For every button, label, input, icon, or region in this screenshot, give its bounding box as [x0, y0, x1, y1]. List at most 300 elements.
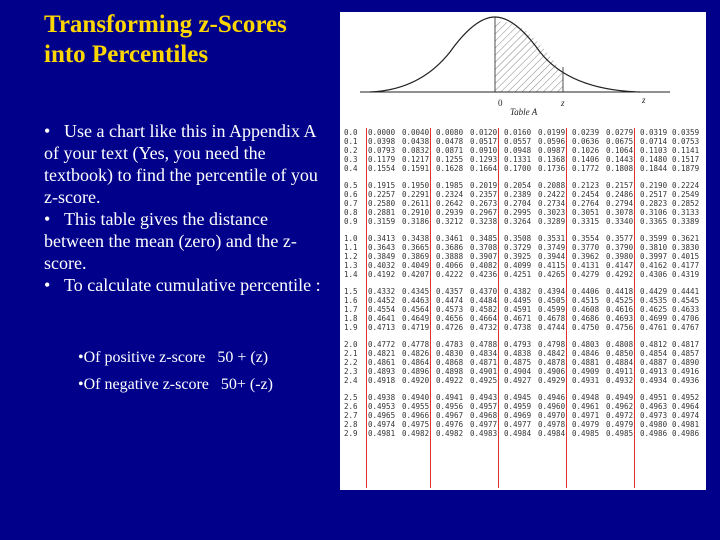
table-cell: 0.2190	[640, 181, 668, 190]
table-cell: 0.3186	[402, 217, 430, 226]
table-cell: 0.4890	[672, 358, 700, 367]
table-cell: 0.4319	[672, 270, 700, 279]
table-cell: 0.4783	[436, 340, 464, 349]
table-cell: 0.4955	[402, 402, 430, 411]
slide-title: Transforming z-Scores into Percentiles	[44, 11, 287, 68]
table-cell: 0.4798	[538, 340, 566, 349]
table-cell: 0.4893	[368, 367, 396, 376]
table-cell: 0.4949	[606, 393, 634, 402]
table-cell: 0.3686	[436, 243, 464, 252]
table-cell: 0.3264	[504, 217, 532, 226]
table-cell: 0.0279	[606, 128, 634, 137]
row-z-value: 2.4	[344, 376, 358, 385]
table-cell: 0.4535	[640, 296, 668, 305]
table-cell: 0.4920	[402, 376, 430, 385]
row-z-value: 2.6	[344, 402, 358, 411]
table-cell: 0.1179	[368, 155, 396, 164]
table-cell: 0.4821	[368, 349, 396, 358]
table-cell: 0.4177	[672, 261, 700, 270]
table-cell: 0.3212	[436, 217, 464, 226]
table-cell: 0.3790	[606, 243, 634, 252]
table-cell: 0.3289	[538, 217, 566, 226]
table-cell: 0.1700	[504, 164, 532, 173]
table-cell: 0.0832	[402, 146, 430, 155]
bullet-item: • To calculate cumulative percentile :	[44, 275, 321, 295]
table-cell: 0.4977	[504, 420, 532, 429]
table-cell: 0.4951	[640, 393, 668, 402]
sub-bullet-positive: •Of positive z-score 50 + (z)	[78, 349, 269, 366]
table-cell: 0.4922	[436, 376, 464, 385]
table-cell: 0.3729	[504, 243, 532, 252]
table-cell: 0.4963	[640, 402, 668, 411]
table-cell: 0.2389	[504, 190, 532, 199]
table-cell: 0.2054	[504, 181, 532, 190]
table-cell: 0.4952	[672, 393, 700, 402]
table-cell: 0.3907	[470, 252, 498, 261]
table-cell: 0.4953	[368, 402, 396, 411]
table-cell: 0.0398	[368, 137, 396, 146]
table-cell: 0.0675	[606, 137, 634, 146]
table-cell: 0.4207	[402, 270, 430, 279]
table-cell: 0.3749	[538, 243, 566, 252]
table-cell: 0.2291	[402, 190, 430, 199]
table-cell: 0.3238	[470, 217, 498, 226]
table-cell: 0.3340	[606, 217, 634, 226]
table-cell: 0.4981	[672, 420, 700, 429]
table-cell: 0.4913	[640, 367, 668, 376]
table-cell: 0.4719	[402, 323, 430, 332]
table-cell: 0.4418	[606, 287, 634, 296]
table-cell: 0.2611	[402, 199, 430, 208]
table-rule	[498, 128, 499, 488]
table-cell: 0.4985	[572, 429, 600, 438]
table-cell: 0.4382	[504, 287, 532, 296]
table-cell: 0.4925	[470, 376, 498, 385]
table-cell: 0.1331	[504, 155, 532, 164]
table-cell: 0.4761	[640, 323, 668, 332]
axis-label-z: z	[561, 98, 565, 108]
table-cell: 0.4162	[640, 261, 668, 270]
table-cell: 0.2939	[436, 208, 464, 217]
sub-bullet-formula: 50 + (z)	[217, 349, 269, 366]
table-cell: 0.3869	[402, 252, 430, 261]
table-cell: 0.4946	[538, 393, 566, 402]
table-cell: 0.3389	[672, 217, 700, 226]
table-cell: 0.4904	[504, 367, 532, 376]
table-cell: 0.4664	[470, 314, 498, 323]
table-cell: 0.1517	[672, 155, 700, 164]
table-cell: 0.4975	[402, 420, 430, 429]
table-cell: 0.2995	[504, 208, 532, 217]
table-cell: 0.0596	[538, 137, 566, 146]
table-cell: 0.1591	[402, 164, 430, 173]
table-rule	[430, 128, 431, 488]
table-cell: 0.4960	[538, 402, 566, 411]
row-z-value: 0.2	[344, 146, 358, 155]
bullet-text: Use a chart like this in Appendix A of your text (Yes, you need the textbook) to find the percentile of you z-score.	[44, 121, 318, 207]
table-cell: 0.4887	[640, 358, 668, 367]
table-cell: 0.0199	[538, 128, 566, 137]
table-cell: 0.4732	[470, 323, 498, 332]
table-cell: 0.4842	[538, 349, 566, 358]
table-cell: 0.3531	[538, 234, 566, 243]
table-cell: 0.4973	[640, 411, 668, 420]
table-cell: 0.2580	[368, 199, 396, 208]
table-cell: 0.4981	[368, 429, 396, 438]
table-cell: 0.4945	[504, 393, 532, 402]
table-cell: 0.4265	[538, 270, 566, 279]
table-cell: 0.4345	[402, 287, 430, 296]
table-cell: 0.4966	[402, 411, 430, 420]
table-cell: 0.2673	[470, 199, 498, 208]
table-cell: 0.4441	[672, 287, 700, 296]
table-cell: 0.1217	[402, 155, 430, 164]
table-cell: 0.2764	[572, 199, 600, 208]
table-cell: 0.4884	[606, 358, 634, 367]
table-cell: 0.2324	[436, 190, 464, 199]
table-cell: 0.4911	[606, 367, 634, 376]
table-cell: 0.4066	[436, 261, 464, 270]
table-cell: 0.4868	[436, 358, 464, 367]
table-cell: 0.0987	[538, 146, 566, 155]
table-cell: 0.4706	[672, 314, 700, 323]
table-cell: 0.4744	[538, 323, 566, 332]
table-cell: 0.4965	[368, 411, 396, 420]
table-cell: 0.0557	[504, 137, 532, 146]
table-cell: 0.4916	[672, 367, 700, 376]
table-cell: 0.0871	[436, 146, 464, 155]
table-cell: 0.4932	[606, 376, 634, 385]
bullet-item: • This table gives the distance between the mean (zero) and the z-score.	[44, 209, 297, 273]
table-cell: 0.1255	[436, 155, 464, 164]
table-cell: 0.4394	[538, 287, 566, 296]
table-cell: 0.4608	[572, 305, 600, 314]
table-cell: 0.2794	[606, 199, 634, 208]
table-cell: 0.2257	[368, 190, 396, 199]
table-cell: 0.0753	[672, 137, 700, 146]
row-z-value: 0.3	[344, 155, 358, 164]
table-cell: 0.4871	[470, 358, 498, 367]
table-cell: 0.4591	[504, 305, 532, 314]
row-z-value: 2.7	[344, 411, 358, 420]
table-cell: 0.3485	[470, 234, 498, 243]
table-cell: 0.1064	[606, 146, 634, 155]
table-cell: 0.0636	[572, 137, 600, 146]
axis-label-zero: 0	[498, 98, 503, 108]
table-cell: 0.4940	[402, 393, 430, 402]
table-cell: 0.4812	[640, 340, 668, 349]
table-cell: 0.4649	[402, 314, 430, 323]
table-cell: 0.4564	[402, 305, 430, 314]
table-cell: 0.4962	[606, 402, 634, 411]
table-cell: 0.4982	[436, 429, 464, 438]
table-cell: 0.4906	[538, 367, 566, 376]
table-cell: 0.3051	[572, 208, 600, 217]
table-cell: 0.4850	[606, 349, 634, 358]
table-cell: 0.4463	[402, 296, 430, 305]
table-cell: 0.0517	[470, 137, 498, 146]
table-cell: 0.3413	[368, 234, 396, 243]
table-cell: 0.1844	[640, 164, 668, 173]
table-cell: 0.2224	[672, 181, 700, 190]
table-cell: 0.4778	[402, 340, 430, 349]
table-cell: 0.4726	[436, 323, 464, 332]
table-cell: 0.2734	[538, 199, 566, 208]
table-cell: 0.3554	[572, 234, 600, 243]
table-cell: 0.4788	[470, 340, 498, 349]
table-cell: 0.4306	[640, 270, 668, 279]
table-cell: 0.1985	[436, 181, 464, 190]
table-cell: 0.2910	[402, 208, 430, 217]
table-cell: 0.4974	[672, 411, 700, 420]
table-rule	[366, 128, 367, 488]
z-table-image	[340, 12, 706, 490]
table-cell: 0.4967	[436, 411, 464, 420]
table-rule	[634, 128, 635, 488]
table-cell: 0.4671	[504, 314, 532, 323]
sub-bullet-label: Of negative z-score	[83, 376, 209, 393]
table-cell: 0.0714	[640, 137, 668, 146]
table-cell: 0.4976	[436, 420, 464, 429]
table-cell: 0.4599	[538, 305, 566, 314]
row-z-value: 1.7	[344, 305, 358, 314]
table-cell: 0.1915	[368, 181, 396, 190]
table-cell: 0.4974	[368, 420, 396, 429]
table-cell: 0.4909	[572, 367, 600, 376]
table-cell: 0.4772	[368, 340, 396, 349]
table-cell: 0.4756	[606, 323, 634, 332]
table-cell: 0.4793	[504, 340, 532, 349]
bullet-item: • Use a chart like this in Appendix A of your text (Yes, you need the textbook) to find the percentile of you z-score.	[44, 121, 318, 207]
row-z-value: 2.8	[344, 420, 358, 429]
table-cell: 0.4881	[572, 358, 600, 367]
table-cell: 0.3980	[606, 252, 634, 261]
row-z-value: 2.2	[344, 358, 358, 367]
table-cell: 0.4713	[368, 323, 396, 332]
table-cell: 0.3078	[606, 208, 634, 217]
table-cell: 0.4968	[470, 411, 498, 420]
row-z-value: 1.3	[344, 261, 358, 270]
table-cell: 0.0948	[504, 146, 532, 155]
table-cell: 0.3810	[640, 243, 668, 252]
table-cell: 0.4115	[538, 261, 566, 270]
table-cell: 0.4929	[538, 376, 566, 385]
row-z-value: 0.9	[344, 217, 358, 226]
table-cell: 0.0910	[470, 146, 498, 155]
table-cell: 0.4972	[606, 411, 634, 420]
sub-bullet-negative: •Of negative z-score 50+ (-z)	[78, 376, 273, 393]
table-cell: 0.4983	[470, 429, 498, 438]
table-cell: 0.4236	[470, 270, 498, 279]
table-cell: 0.4918	[368, 376, 396, 385]
row-z-value: 2.9	[344, 429, 358, 438]
table-cell: 0.4826	[402, 349, 430, 358]
row-z-value: 1.2	[344, 252, 358, 261]
table-cell: 0.2486	[606, 190, 634, 199]
table-cell: 0.2357	[470, 190, 498, 199]
table-cell: 0.4082	[470, 261, 498, 270]
table-cell: 0.4861	[368, 358, 396, 367]
table-cell: 0.4978	[538, 420, 566, 429]
table-cell: 0.4222	[436, 270, 464, 279]
table-cell: 0.0239	[572, 128, 600, 137]
table-cell: 0.3643	[368, 243, 396, 252]
table-cell: 0.1293	[470, 155, 498, 164]
table-cell: 0.4964	[672, 402, 700, 411]
table-cell: 0.4959	[504, 402, 532, 411]
table-cell: 0.4049	[402, 261, 430, 270]
table-cell: 0.3159	[368, 217, 396, 226]
row-z-value: 0.8	[344, 208, 358, 217]
table-caption: Table A	[510, 107, 538, 117]
table-cell: 0.3315	[572, 217, 600, 226]
row-z-value: 1.9	[344, 323, 358, 332]
table-cell: 0.4931	[572, 376, 600, 385]
table-cell: 0.0438	[402, 137, 430, 146]
table-cell: 0.4986	[640, 429, 668, 438]
table-cell: 0.4834	[470, 349, 498, 358]
table-cell: 0.3133	[672, 208, 700, 217]
table-cell: 0.4515	[572, 296, 600, 305]
table-cell: 0.4984	[504, 429, 532, 438]
table-cell: 0.4332	[368, 287, 396, 296]
table-cell: 0.2642	[436, 199, 464, 208]
row-z-value: 0.0	[344, 128, 358, 137]
table-cell: 0.4656	[436, 314, 464, 323]
table-cell: 0.3508	[504, 234, 532, 243]
row-z-value: 2.5	[344, 393, 358, 402]
table-cell: 0.1772	[572, 164, 600, 173]
sub-bullet-label: Of positive z-score	[83, 349, 206, 366]
table-cell: 0.3849	[368, 252, 396, 261]
row-z-value: 2.3	[344, 367, 358, 376]
table-cell: 0.4896	[402, 367, 430, 376]
table-cell: 0.4878	[538, 358, 566, 367]
table-cell: 0.4279	[572, 270, 600, 279]
table-cell: 0.4985	[606, 429, 634, 438]
table-cell: 0.3944	[538, 252, 566, 261]
table-cell: 0.4986	[672, 429, 700, 438]
table-cell: 0.4554	[368, 305, 396, 314]
table-cell: 0.4934	[640, 376, 668, 385]
table-cell: 0.1026	[572, 146, 600, 155]
table-cell: 0.3708	[470, 243, 498, 252]
table-rule	[566, 128, 567, 488]
table-cell: 0.4474	[436, 296, 464, 305]
table-cell: 0.0359	[672, 128, 700, 137]
table-cell: 0.1808	[606, 164, 634, 173]
table-cell: 0.4750	[572, 323, 600, 332]
table-cell: 0.2157	[606, 181, 634, 190]
table-cell: 0.3621	[672, 234, 700, 243]
table-cell: 0.3665	[402, 243, 430, 252]
table-cell: 0.4452	[368, 296, 396, 305]
table-cell: 0.4099	[504, 261, 532, 270]
table-cell: 0.4817	[672, 340, 700, 349]
table-cell: 0.4956	[436, 402, 464, 411]
table-cell: 0.0040	[402, 128, 430, 137]
table-cell: 0.4633	[672, 305, 700, 314]
table-cell: 0.4901	[470, 367, 498, 376]
table-cell: 0.4616	[606, 305, 634, 314]
table-cell: 0.0160	[504, 128, 532, 137]
table-cell: 0.4979	[606, 420, 634, 429]
table-cell: 0.2823	[640, 199, 668, 208]
table-cell: 0.4938	[368, 393, 396, 402]
table-cell: 0.0478	[436, 137, 464, 146]
table-cell: 0.1628	[436, 164, 464, 173]
table-cell: 0.3461	[436, 234, 464, 243]
table-cell: 0.4875	[504, 358, 532, 367]
table-cell: 0.3365	[640, 217, 668, 226]
row-z-value: 0.4	[344, 164, 358, 173]
bullet-text: To calculate cumulative percentile :	[64, 275, 321, 295]
axis-label-z-end: z	[642, 95, 646, 105]
table-cell: 0.4854	[640, 349, 668, 358]
table-cell: 0.4970	[538, 411, 566, 420]
table-cell: 0.4830	[436, 349, 464, 358]
table-cell: 0.4982	[402, 429, 430, 438]
row-z-value: 2.0	[344, 340, 358, 349]
row-z-value: 0.6	[344, 190, 358, 199]
row-z-value: 0.1	[344, 137, 358, 146]
table-cell: 0.3023	[538, 208, 566, 217]
table-cell: 0.4898	[436, 367, 464, 376]
row-z-value: 1.5	[344, 287, 358, 296]
table-cell: 0.2704	[504, 199, 532, 208]
table-cell: 0.0000	[368, 128, 396, 137]
table-cell: 0.4699	[640, 314, 668, 323]
table-cell: 0.4429	[640, 287, 668, 296]
table-cell: 0.4693	[606, 314, 634, 323]
table-cell: 0.1554	[368, 164, 396, 173]
table-cell: 0.4969	[504, 411, 532, 420]
table-cell: 0.4948	[572, 393, 600, 402]
table-cell: 0.3438	[402, 234, 430, 243]
table-cell: 0.2549	[672, 190, 700, 199]
table-cell: 0.3770	[572, 243, 600, 252]
table-cell: 0.4977	[470, 420, 498, 429]
table-cell: 0.4573	[436, 305, 464, 314]
table-cell: 0.4641	[368, 314, 396, 323]
table-cell: 0.4484	[470, 296, 498, 305]
table-cell: 0.1406	[572, 155, 600, 164]
table-cell: 0.1368	[538, 155, 566, 164]
table-cell: 0.4957	[470, 402, 498, 411]
table-cell: 0.4980	[640, 420, 668, 429]
table-cell: 0.4495	[504, 296, 532, 305]
table-cell: 0.4525	[606, 296, 634, 305]
table-cell: 0.4971	[572, 411, 600, 420]
table-cell: 0.3962	[572, 252, 600, 261]
table-cell: 0.1950	[402, 181, 430, 190]
table-cell: 0.2088	[538, 181, 566, 190]
table-cell: 0.1736	[538, 164, 566, 173]
table-cell: 0.1664	[470, 164, 498, 173]
table-cell: 0.1879	[672, 164, 700, 173]
table-cell: 0.1141	[672, 146, 700, 155]
table-cell: 0.4864	[402, 358, 430, 367]
table-cell: 0.2019	[470, 181, 498, 190]
table-cell: 0.4505	[538, 296, 566, 305]
table-cell: 0.4961	[572, 402, 600, 411]
table-cell: 0.3577	[606, 234, 634, 243]
row-z-value: 1.1	[344, 243, 358, 252]
table-cell: 0.2422	[538, 190, 566, 199]
row-z-value: 0.5	[344, 181, 358, 190]
row-z-value: 1.6	[344, 296, 358, 305]
table-cell: 0.4857	[672, 349, 700, 358]
